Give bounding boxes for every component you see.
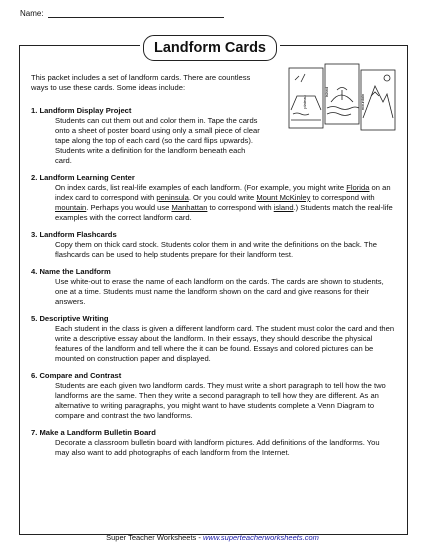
idea-2-text: to correspond with xyxy=(207,202,274,212)
idea-2-text: . Perhaps you would use xyxy=(86,202,172,212)
example-mountain: mountain xyxy=(55,202,87,212)
idea-2-text: on an index card to correspond with xyxy=(55,182,391,202)
idea-1-body: Students can cut them out and color them in. Tape the cards onto a sheet of poster board using only a small piece of clear tape along the top of each card (so the card flips upwards). Students write a definition for the landform beneath each card. xyxy=(55,115,260,165)
idea-2-text: .) Students match the real-life examples with the correct landform card. xyxy=(55,202,393,222)
page-title: Landform Cards xyxy=(143,35,277,61)
idea-2-text: On index cards, list real-life examples of each landform. (For example, you might write xyxy=(55,182,347,192)
idea-3-heading: 3. Landform Flashcards xyxy=(31,229,117,239)
idea-4 xyxy=(31,267,396,307)
example-florida: Florida xyxy=(346,182,370,192)
mountain-label: mountain xyxy=(360,93,365,111)
idea-1-heading: 1. Landform Display Project xyxy=(31,106,132,115)
intro-paragraph: This packet includes a set of landform cards. There are countless ways to use these cards. Some ideas include: xyxy=(31,73,251,92)
idea-2 xyxy=(31,173,396,223)
idea-7-heading: 7. Make a Landform Bulletin Board xyxy=(31,428,156,438)
idea-6-body: Students are each given two landform cards. They must write a short paragraph to tell how the two landforms are the same. Then they write a second paragraph to tell how they are different. As an alternative to writing paragraphs, you might want to have students complete a Venn Diagram to compare and contrast the two landforms. xyxy=(55,381,386,420)
idea-4-heading: 4. Name the Landform xyxy=(31,267,111,277)
idea-4-body: Use white-out to erase the name of each landform on the cards. The cards are shown to students, one at a time. Students must name the landform shown on the card and give reasons for their answers. xyxy=(55,277,384,306)
name-line[interactable] xyxy=(48,9,224,18)
idea-6 xyxy=(31,371,396,421)
idea-5-heading: 5. Descriptive Writing xyxy=(31,314,109,324)
idea-3 xyxy=(31,230,396,260)
footer-brand: Super Teacher Worksheets xyxy=(106,533,197,542)
idea-5 xyxy=(31,314,396,364)
footer-separator: - xyxy=(196,533,203,542)
example-manhattan: Manhattan xyxy=(171,202,208,212)
island-label: island xyxy=(324,86,329,98)
ideas-list xyxy=(31,106,396,466)
footer xyxy=(0,533,425,542)
idea-2-text: . Or you could write xyxy=(188,192,257,202)
example-mount-mckinley: Mount McKinley xyxy=(256,192,311,202)
footer-url-link[interactable]: www.superteacherworksheets.com xyxy=(202,533,319,542)
idea-2-text: to correspond with xyxy=(310,192,375,202)
name-field xyxy=(20,9,224,18)
idea-2-heading: 2. Landform Learning Center xyxy=(31,172,135,182)
idea-3-body: Copy them on thick card stock. Students color them in and write the definitions on the back. The flashcards can be used to help students prepare for their landform test. xyxy=(55,239,377,259)
idea-5-body: Each student in the class is given a different landform card. The student must color the card and then write a descriptive essay about the landform. In their essays, they should describe the physical features of the landform and tell where the it can be found. Essays and colored pictures can be mounted on construction paper and displayed. xyxy=(55,324,395,363)
idea-6-heading: 6. Compare and Contrast xyxy=(31,371,122,381)
idea-1 xyxy=(31,106,396,165)
idea-7 xyxy=(31,428,396,458)
idea-7-body: Decorate a classroom bulletin board with landform pictures. Add definitions of the landforms. You may also want to add photographs of each landform from the Internet. xyxy=(55,438,380,458)
example-peninsula: peninsula xyxy=(156,192,189,202)
example-island: island xyxy=(273,202,294,212)
idea-2-body xyxy=(31,183,396,223)
plateau-label: plateau xyxy=(302,95,307,109)
name-label: Name: xyxy=(20,9,44,18)
